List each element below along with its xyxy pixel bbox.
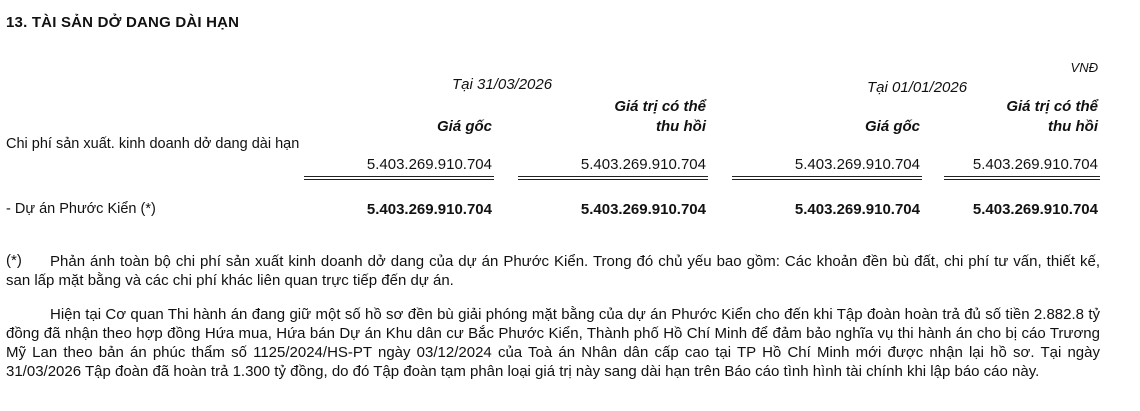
row-label-wip-long-term: Chi phí sản xuất. kinh doanh dở dang dài hạn: [6, 136, 300, 152]
col-header-cost-prior: Giá gốc: [864, 118, 920, 135]
cell-row1-recoverable-current: 5.403.269.910.704: [580, 156, 706, 173]
note-paragraph-1: Phản ánh toàn bộ chi phí sản xuất kinh doanh dở dang của dự án Phước Kiển. Trong đó chủ yếu bao gồm: Các khoản đền bù đất, chi phí tư vấn, thiết kế, san lấp mặt bằng và các chi phí khác liên quan trực tiếp đến dự án.: [6, 253, 1100, 289]
rule-col2-top: [518, 176, 708, 177]
rule-col1-bottom: [304, 179, 494, 180]
cell-row1-recoverable-prior: 5.403.269.910.704: [972, 156, 1098, 173]
cell-row1-cost-current: 5.403.269.910.704: [366, 156, 492, 173]
col-header-recoverable-line1: Giá trị có thể: [1006, 98, 1098, 115]
rule-col2-bottom: [518, 179, 708, 180]
cell-row2-cost-current: 5.403.269.910.704: [366, 201, 492, 218]
row-label-phuoc-kien: - Dự án Phước Kiển (*): [6, 201, 156, 217]
col-header-recoverable-line1: Giá trị có thể: [614, 98, 706, 115]
col-header-recoverable-current: [614, 97, 706, 137]
period-header-prior: Tại 01/01/2026: [867, 79, 968, 96]
period-header-current: Tại 31/03/2026: [452, 76, 553, 93]
col-header-recoverable-line2: thu hồi: [656, 118, 706, 135]
currency-label: VNĐ: [1070, 60, 1098, 75]
col-header-recoverable-prior: [1006, 97, 1098, 137]
note-paragraph-2: Hiện tại Cơ quan Thi hành án đang giữ một số hồ sơ đền bù giải phóng mặt bằng của dự án Phước Kiển cho đến khi Tập đoàn hoàn trả đủ số tiền 2.882.8 tỷ đồng đã nhận theo hợp đồng Hứa mua, Hứa bán Dự án Khu dân cư Bắc Phước Kiển, Thành phố Hồ Chí Minh để đảm bảo nghĩa vụ thi hành án cho bị cáo Trương Mỹ Lan theo bản án phúc thẩm số 1125/2024/HS-PT ngày 03/12/2024 của Toà án Nhân dân cấp cao tại TP Hồ Chí Minh mới được nhận lại hồ sơ. Tại ngày 31/03/2026 Tập đoàn đã hoàn trả 1.300 tỷ đồng, do đó Tập đoàn tạm phân loại giá trị này sang dài hạn trên Báo cáo tình hình tài chính khi lập báo cáo này.: [6, 306, 1100, 380]
rule-col3-top: [732, 176, 922, 177]
note-marker: (*): [6, 252, 22, 269]
rule-col3-bottom: [732, 179, 922, 180]
rule-col4-bottom: [944, 179, 1100, 180]
cell-row2-recoverable-current: 5.403.269.910.704: [580, 201, 706, 218]
section-title: 13. TÀI SẢN DỞ DANG DÀI HẠN: [6, 14, 240, 31]
col-header-recoverable-line2: thu hồi: [1048, 118, 1098, 135]
rule-col4-top: [944, 176, 1100, 177]
cell-row2-recoverable-prior: 5.403.269.910.704: [972, 201, 1098, 218]
cell-row1-cost-prior: 5.403.269.910.704: [794, 156, 920, 173]
col-header-cost-current: Giá gốc: [436, 118, 492, 135]
cell-row2-cost-prior: 5.403.269.910.704: [794, 201, 920, 218]
rule-col1-top: [304, 176, 494, 177]
